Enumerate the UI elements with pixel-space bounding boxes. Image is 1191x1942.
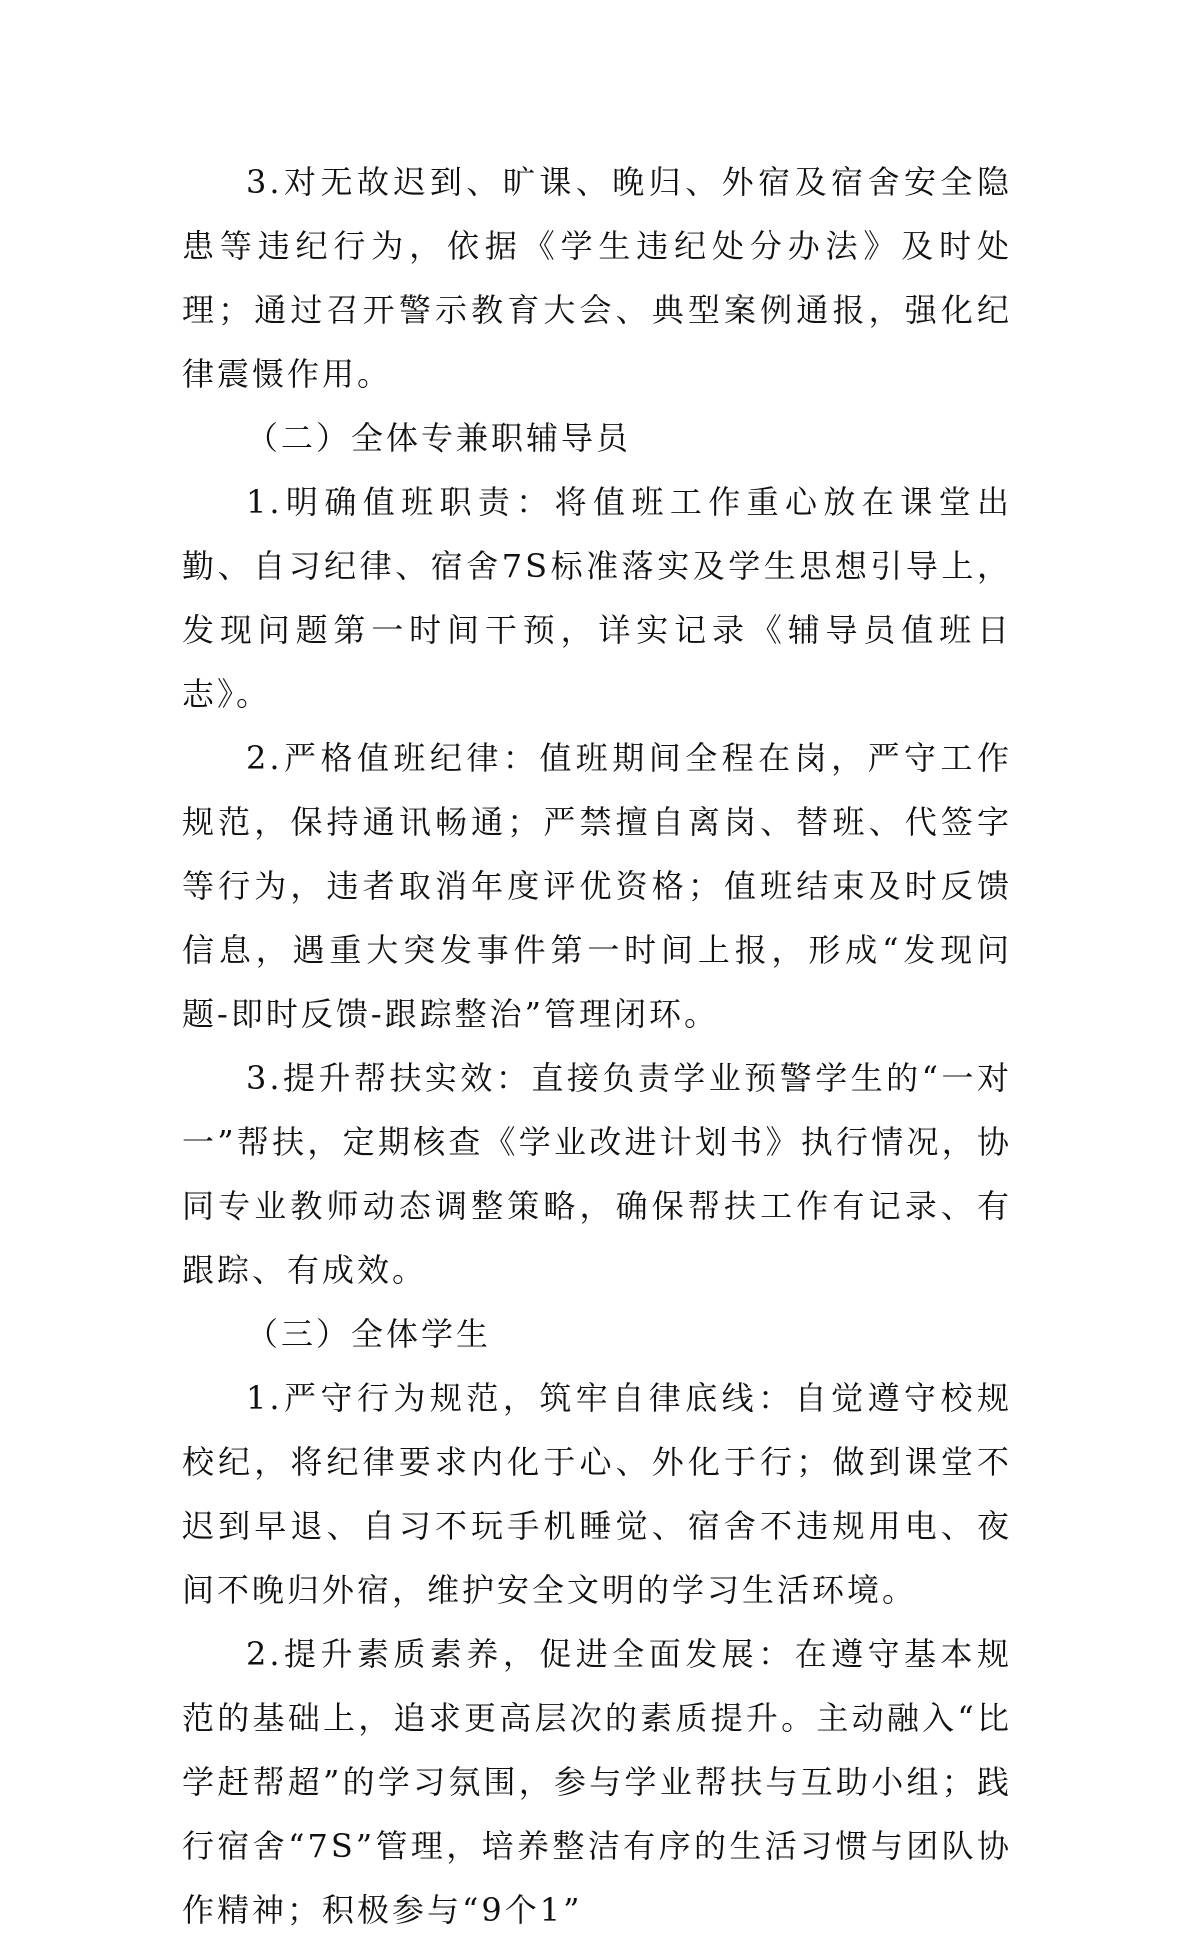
section-heading-counselors: （二）全体专兼职辅导员 xyxy=(246,419,632,457)
paragraph-behavior-norms: 1.严守行为规范，筑牢自律底线：自觉遵守校规校纪，将纪律要求内化于心、外化于行；做到课堂不迟到早退、自习不玩手机睡觉、宿舍不违规用电、夜间不晚归外宿，维护安全文明的学习生活环境。 xyxy=(182,1379,1012,1609)
paragraph-assistance-effectiveness: 3.提升帮扶实效：直接负责学业预警学生的“一对一”帮扶，定期核查《学业改进计划书》执行情况，协同专业教师动态调整策略，确保帮扶工作有记录、有跟踪、有成效。 xyxy=(182,1059,1012,1289)
paragraph-duty-discipline: 2.严格值班纪律：值班期间全程在岗，严守工作规范，保持通讯畅通；严禁擅自离岗、替班、代签字等行为，违者取消年度评优资格；值班结束及时反馈信息，遇重大突发事件第一时间上报，形成“发现问题-即时反馈-跟踪整治”管理闭环。 xyxy=(182,739,1012,1033)
section-heading-students: （三）全体学生 xyxy=(246,1315,492,1353)
paragraph-duty-responsibilities: 1.明确值班职责：将值班工作重心放在课堂出勤、自习纪律、宿舍7S标准落实及学生思想引导上，发现问题第一时间干预，详实记录《辅导员值班日志》。 xyxy=(182,483,1012,713)
paragraph-quality-development: 2.提升素质素养，促进全面发展：在遵守基本规范的基础上，追求更高层次的素质提升。主动融入“比学赶帮超”的学习氛围，参与学业帮扶与互助小组；践行宿舍“7S”管理，培养整洁有序的生活习惯与团队协作精神；积极参与“9个1” xyxy=(182,1635,1012,1929)
document-body xyxy=(182,150,1012,1942)
paragraph-discipline-handling: 3.对无故迟到、旷课、晚归、外宿及宿舍安全隐患等违纪行为，依据《学生违纪处分办法》及时处理；通过召开警示教育大会、典型案例通报，强化纪律震慑作用。 xyxy=(182,163,1012,393)
